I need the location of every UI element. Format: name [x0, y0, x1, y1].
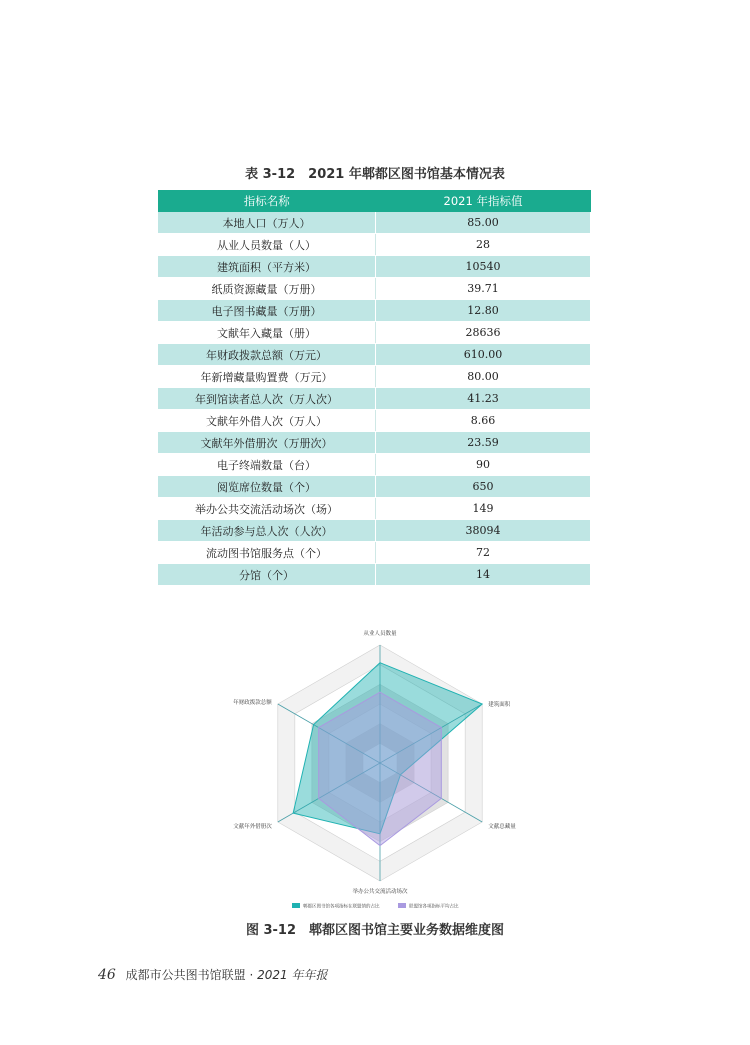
table-row — [158, 410, 591, 432]
indicator-value-cell: 28 — [376, 234, 591, 256]
indicator-value-cell: 38094 — [376, 520, 591, 542]
indicator-name-cell: 从业人员数量（人） — [158, 234, 376, 256]
radar-axis-label: 文献年外借册次 — [233, 824, 272, 830]
indicator-name-cell: 年活动参与总人次（人次） — [158, 520, 376, 542]
indicator-name-cell: 流动图书馆服务点（个） — [158, 542, 376, 564]
legend-label: 联盟馆各项指标平均占比 — [409, 904, 459, 910]
library-stats-table — [158, 190, 591, 586]
indicator-name-cell: 本地人口（万人） — [158, 212, 376, 234]
indicator-name-cell: 分馆（个） — [158, 564, 376, 586]
table-row — [158, 476, 591, 498]
radar-chart — [200, 615, 560, 920]
table-row — [158, 366, 591, 388]
radar-axis-label: 建筑面积 — [488, 702, 511, 708]
indicator-name-cell: 阅览席位数量（个） — [158, 476, 376, 498]
indicator-name-cell: 电子终端数量（台） — [158, 454, 376, 476]
indicator-value-cell: 610.00 — [376, 344, 591, 366]
radar-axis-label: 从业人员数量 — [363, 631, 397, 637]
indicator-name-cell: 年新增藏量购置费（万元） — [158, 366, 376, 388]
header-indicator-name: 指标名称 — [158, 190, 376, 212]
radar-axis-label: 年财政拨款总额 — [233, 700, 272, 706]
table-row — [158, 256, 591, 278]
legend-swatch — [292, 903, 300, 908]
table-row — [158, 454, 591, 476]
radar-axis-label: 举办公共交流活动场次 — [352, 889, 408, 895]
indicator-value-cell: 90 — [376, 454, 591, 476]
indicator-value-cell: 23.59 — [376, 432, 591, 454]
table-row — [158, 564, 591, 586]
radar-axis-label: 文献总藏量 — [488, 824, 516, 830]
indicator-value-cell: 12.80 — [376, 300, 591, 322]
table-row — [158, 432, 591, 454]
footer-year: 2021 年年报 — [257, 968, 328, 982]
table-row — [158, 212, 591, 234]
table-row — [158, 234, 591, 256]
indicator-name-cell: 纸质资源藏量（万册） — [158, 278, 376, 300]
page-number: 46 — [98, 967, 116, 983]
header-indicator-value: 2021 年指标值 — [376, 190, 591, 212]
table-row — [158, 520, 591, 542]
indicator-value-cell: 14 — [376, 564, 591, 586]
footer-text: 成都市公共图书馆联盟 · — [125, 968, 258, 982]
indicator-name-cell: 电子图书藏量（万册） — [158, 300, 376, 322]
indicator-name-cell: 举办公共交流活动场次（场） — [158, 498, 376, 520]
page-footer — [98, 966, 327, 983]
table-row — [158, 344, 591, 366]
table-header-row — [158, 190, 591, 212]
legend-swatch — [398, 903, 406, 908]
table-row — [158, 278, 591, 300]
indicator-value-cell: 8.66 — [376, 410, 591, 432]
legend-label: 郫都区图书馆各项指标在联盟情的占比 — [303, 904, 380, 910]
indicator-value-cell: 80.00 — [376, 366, 591, 388]
indicator-name-cell: 建筑面积（平方米） — [158, 256, 376, 278]
indicator-value-cell: 28636 — [376, 322, 591, 344]
indicator-value-cell: 41.23 — [376, 388, 591, 410]
table-row — [158, 498, 591, 520]
indicator-value-cell: 85.00 — [376, 212, 591, 234]
indicator-value-cell: 39.71 — [376, 278, 591, 300]
table-row — [158, 388, 591, 410]
indicator-value-cell: 650 — [376, 476, 591, 498]
figure-caption: 图 3-12 郫都区图书馆主要业务数据维度图 — [245, 923, 505, 938]
table-row — [158, 542, 591, 564]
table-row — [158, 322, 591, 344]
indicator-value-cell: 10540 — [376, 256, 591, 278]
indicator-name-cell: 年财政拨款总额（万元） — [158, 344, 376, 366]
table-title: 表 3-12 2021 年郫都区图书馆基本情况表 — [245, 167, 505, 182]
indicator-value-cell: 72 — [376, 542, 591, 564]
indicator-value-cell: 149 — [376, 498, 591, 520]
table-row — [158, 300, 591, 322]
indicator-name-cell: 文献年外借册次（万册次） — [158, 432, 376, 454]
indicator-name-cell: 文献年外借人次（万人） — [158, 410, 376, 432]
indicator-name-cell: 文献年入藏量（册） — [158, 322, 376, 344]
indicator-name-cell: 年到馆读者总人次（万人次） — [158, 388, 376, 410]
